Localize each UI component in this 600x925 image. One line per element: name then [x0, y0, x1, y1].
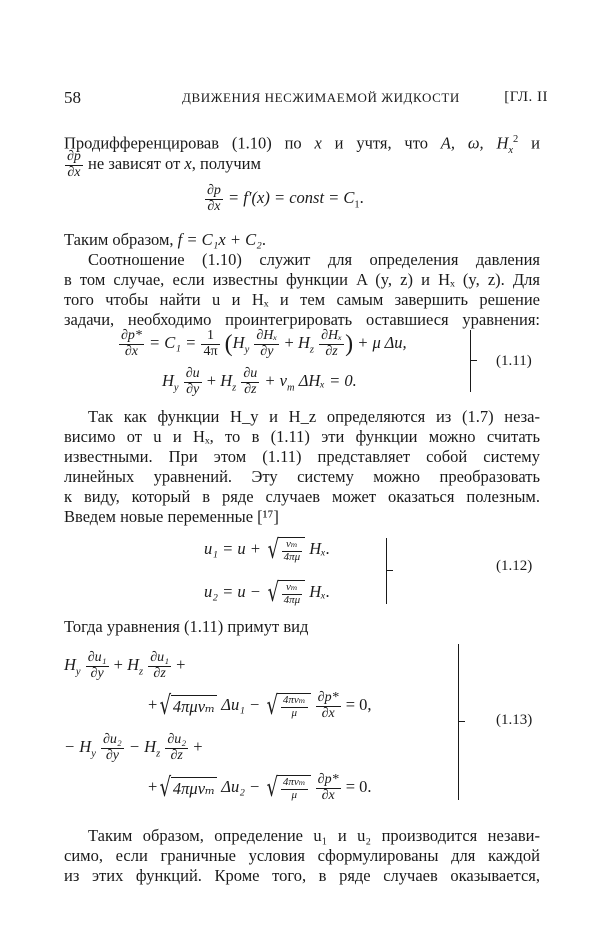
running-title: ДВИЖЕНИЯ НЕСЖИМАЕМОЙ ЖИДКОСТИ [182, 90, 460, 105]
equation-const: $\frac{\partial p}{\partial x}$ = f′(x) = const = $C_1$. [207, 183, 364, 214]
text-line: Продифференцировав (1.10) по x и учтя, что A, ω, $H_x^2$ и [64, 133, 540, 156]
equation-1-13-line-2: +√4πμνₘ Δu₁ − √ $\frac{\text{4πνₘ}}{\mu}$ $\frac{\partial p*}{\partial x}$ = 0, [148, 690, 372, 722]
equation-1-11-line-2: $H_y$ $\frac{\partial u}{\partial y}$ + $H_z$ $\frac{\partial u}{\partial z}$ + $\nu_m$ ΔHₓ = 0. [162, 366, 357, 397]
text-line: $\frac{\partial p}{\partial x}$ не зависят от x, получим [67, 149, 261, 180]
equation-1-13-line-4: +√4πμνₘ Δu₂ − √ $\frac{\text{4πνₘ}}{\mu}$ $\frac{\partial p*}{\partial x}$ = 0. [148, 772, 372, 804]
equation-number-1-12: (1.12) [496, 558, 533, 574]
text-line: Таким образом, определение u₁ и u₂ производится незави- [88, 826, 540, 845]
equation-number-1-13: (1.13) [496, 712, 533, 728]
equation-1-11-line-1: $\frac{\partial p*}{\partial x}$ = C₁ = $\frac{1}{4\pi}$ ($H_y$ $\frac{\text{∂Hₓ}}{\partial y}$ + $H_z$ $\frac{\text{∂Hₓ}}{\partial z}$ ) + μ Δu, [121, 328, 407, 359]
text-line: висимо от u и Hₓ, то в (1.11) эти функции можно считать [64, 427, 540, 446]
text-line: известными. При этом (1.11) представляет собой систему [64, 447, 540, 466]
equation-1-12-line-1: u₁ = u + √ $\frac{\text{νₘ}}{4\pi\mu}$ Hₓ. [204, 535, 330, 566]
page-number: 58 [64, 88, 81, 107]
fraction: $\frac{\partial p}{\partial x}$ [67, 149, 81, 180]
text-line: Так как функции H_y и H_z определяются из (1.7) неза- [88, 407, 540, 426]
text-line: к виду, который в ряде случаев может оказаться полезным. [64, 487, 540, 506]
text-line: симо, если граничные условия сформулированы для каждой [64, 846, 540, 865]
text-line: задачи, необходимо проинтегрировать оставшиеся уравнения: [64, 310, 540, 329]
text-line: в том случае, если известны функции A (y, z) и Hₓ (y, z). Для [64, 270, 540, 289]
equation-1-13-line-3: − $H_y$ $\frac{\text{∂u₂}}{\partial y}$ − $H_z$ $\frac{\text{∂u₂}}{\partial z}$ + [64, 732, 203, 763]
equation-1-13-line-1: $H_y$ $\frac{\text{∂u₁}}{\partial y}$ + $H_z$ $\frac{\text{∂u₁}}{\partial z}$ + [64, 650, 186, 681]
chapter-label: [ГЛ. II [504, 89, 548, 105]
brace-1-12 [386, 538, 387, 604]
text-line: Тогда уравнения (1.11) примут вид [64, 617, 309, 636]
equation-1-12-line-2: u₂ = u − √ $\frac{\text{νₘ}}{4\pi\mu}$ Hₓ. [204, 578, 330, 609]
text-line: из этих функций. Кроме того, в ряде случаев оказывается, [64, 866, 540, 885]
text-line: Введем новые переменные [¹⁷] [64, 507, 279, 526]
running-header [64, 88, 548, 110]
text-line: линейных уравнений. Эту систему можно преобразовать [64, 467, 540, 486]
text-line: того чтобы найти u и Hₓ и тем самым завершить решение [64, 290, 540, 309]
brace-1-11 [470, 330, 471, 392]
text-line: Соотношение (1.10) служит для определения давления [88, 250, 540, 269]
brace-1-13 [458, 644, 459, 800]
equation-number-1-11: (1.11) [496, 353, 532, 369]
text-line: Таким образом, f = C₁x + C₂. [64, 230, 266, 249]
